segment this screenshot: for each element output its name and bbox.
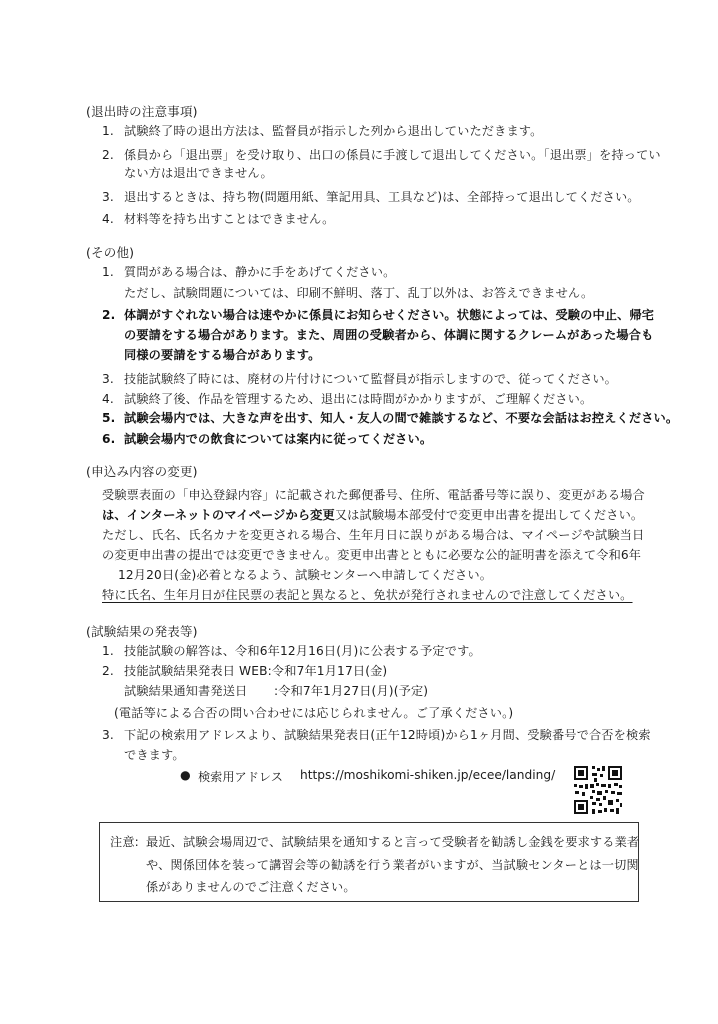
- list-item: 6. 試験会場内での飲食については案内に従ってください。: [102, 432, 433, 446]
- results-note: (電話等による合否の問い合わせには応じられません。ご了承ください。): [114, 706, 514, 720]
- list-item: 3. 技能試験終了時には、廃材の片付けについて監督員が指示しますので、従ってください。: [102, 372, 618, 386]
- list-item: 5. 試験会場内では、大きな声を出す、知人・友人の間で雑談するなど、不要な会話はお控えください。: [102, 411, 679, 425]
- list-item-continuation: の要請をする場合があります。また、周囲の受験者から、体調に関するクレームがあった場合も: [124, 328, 654, 342]
- paragraph-line: は、インターネットのマイページから変更又は試験場本部受付で変更申出書を提出してください。: [102, 508, 644, 522]
- paragraph-line: の変更申出書の提出では変更できません。変更申出書とともに必要な公的証明書を添えて令和6年: [102, 548, 642, 562]
- section-heading-other: (その他): [86, 245, 135, 260]
- list-item-continuation: できます。: [124, 748, 185, 762]
- list-item: 1. 質問がある場合は、静かに手をあげてください。: [102, 265, 396, 279]
- section-heading-exit: (退出時の注意事項): [86, 104, 198, 119]
- list-item: 2. 係員から「退出票」を受け取り、出口の係員に手渡して退出してください。「退出票」を持ってい: [102, 148, 661, 162]
- notice-line: 最近、試験会場周辺で、試験結果を通知すると言って受験者を勧誘し金銭を要求する業者: [146, 835, 640, 849]
- notice-line: 係がありませんのでご注意ください。: [146, 880, 356, 894]
- list-item: 2. 体調がすぐれない場合は速やかに係員にお知らせください。状態によっては、受験の中止、帰宅: [102, 308, 655, 322]
- list-item: 3. 下記の検索用アドレスより、試験結果発表日(正午12時頃)から1ヶ月間、受験番号で合否を検索: [102, 728, 651, 742]
- section-heading-change: (申込み内容の変更): [86, 464, 198, 479]
- search-url-link[interactable]: https://moshikomi-shiken.jp/ecee/landing/: [300, 768, 556, 782]
- paragraph-line: 12月20日(金)必着となるよう、試験センターへ申請してください。: [118, 568, 493, 582]
- warning-line: 特に氏名、生年月日が住民票の表記と異なると、免状が発行されませんので注意してください。: [102, 588, 633, 602]
- list-item-continuation: ない方は退出できません。: [124, 166, 273, 180]
- list-item-continuation: ただし、試験問題については、印刷不鮮明、落丁、乱丁以外は、お答えできません。: [124, 286, 594, 300]
- list-item-continuation: :令和7年1月27日(月)(予定): [274, 684, 429, 698]
- list-item: 4. 材料等を持ち出すことはできません。: [102, 212, 335, 226]
- list-item: 1. 試験終了時の退出方法は、監督員が指示した列から退出していただきます。: [102, 124, 543, 138]
- notice-line: や、関係団体を装って講習会等の勧誘を行う業者がいますが、当試験センターとは一切関: [146, 858, 639, 872]
- list-item: 3. 退出するときは、持ち物(問題用紙、筆記用具、工具など)は、全部持って退出してください。: [102, 190, 640, 204]
- section-heading-results: (試験結果の発表等): [86, 624, 198, 639]
- paragraph-line: ただし、氏名、氏名カナを変更される場合、生年月日に誤りがある場合は、マイページや試験当日: [102, 528, 645, 542]
- list-item-continuation: 同様の要請をする場合があります。: [124, 348, 321, 362]
- address-label: 検索用アドレス: [198, 770, 283, 784]
- list-item: 4. 試験終了後、作品を管理するため、退出には時間がかかりますが、ご理解ください。: [102, 392, 593, 406]
- list-item: 2. 技能試験結果発表日 WEB:令和7年1月17日(金): [102, 664, 388, 678]
- qr-code-icon[interactable]: [572, 764, 624, 816]
- list-item-continuation: 試験結果通知書発送日: [124, 684, 248, 698]
- list-item: 1. 技能試験の解答は、令和6年12月16日(月)に公表する予定です。: [102, 644, 481, 658]
- paragraph-line: 受験票表面の「申込登録内容」に記載された郵便番号、住所、電話番号等に誤り、変更がある場合: [102, 488, 645, 502]
- notice-label: 注意:: [110, 835, 139, 849]
- bullet-icon: ●: [180, 768, 191, 782]
